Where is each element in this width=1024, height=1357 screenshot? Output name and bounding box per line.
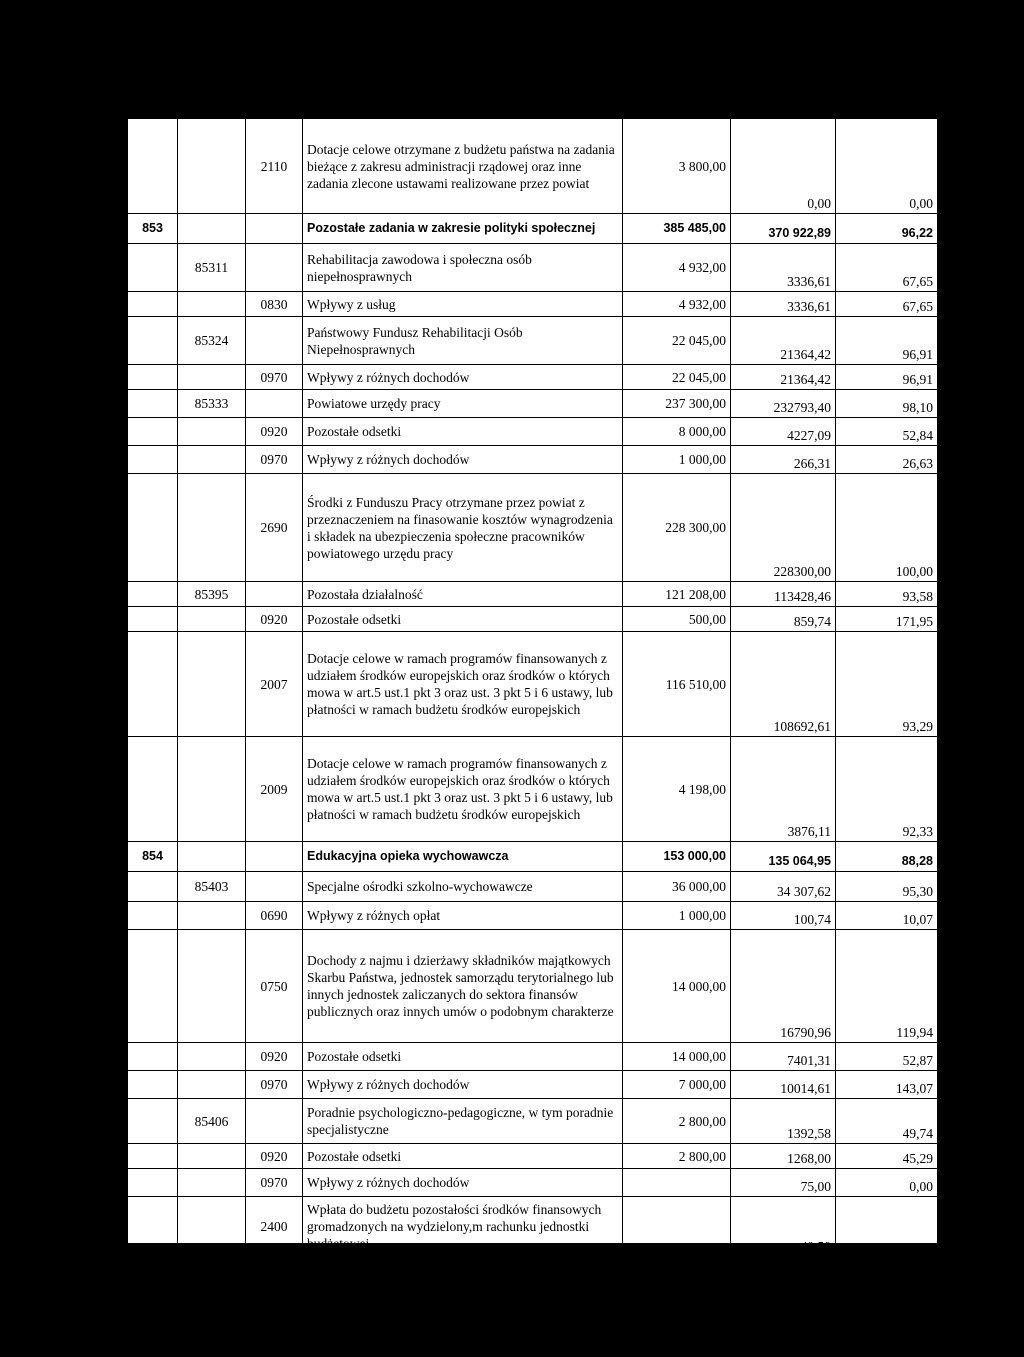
cell-plan: 116 510,00 [623, 632, 731, 737]
cell-nazwa: Dotacje celowe otrzymane z budżetu państwa na zadania bieżące z zakresu administracji rządowej oraz inne zadania zlecone ustawami realizowane przez powiat [303, 119, 623, 214]
cell-nazwa: Pozostała działalność [303, 582, 623, 607]
cell-nazwa: Dotacje celowe w ramach programów finansowanych z udziałem środków europejskich oraz środków o których mowa w art.5 ust.1 pkt 3 oraz ust. 3 pkt 5 i 6 ustawy, lub płatności w ramach budżetu środków europejskich [303, 737, 623, 842]
cell-plan: 7 000,00 [623, 1071, 731, 1099]
cell-procent [836, 1197, 938, 1257]
cell-rozdzial [178, 418, 246, 446]
cell-paragraf [246, 872, 303, 902]
cell-plan: 22 045,00 [623, 317, 731, 365]
cell-paragraf: 0690 [246, 902, 303, 930]
table-row [128, 1197, 938, 1257]
cell-plan: 121 208,00 [623, 582, 731, 607]
cell-rozdzial [178, 292, 246, 317]
cell-dzial [128, 1257, 178, 1285]
cell-paragraf [246, 1099, 303, 1144]
cell-paragraf: 0970 [246, 1169, 303, 1197]
cell-rozdzial [178, 737, 246, 842]
cell-wykonanie: 228300,00 [731, 474, 836, 582]
cell-rozdzial: 85333 [178, 390, 246, 418]
cell-wykonanie: 232793,40 [731, 390, 836, 418]
cell-nazwa: Dotacje celowe w ramach programów finansowanych z udziałem środków europejskich oraz środków o których mowa w art.5 ust.1 pkt 3 oraz ust. 3 pkt 5 i 6 ustawy, lub płatności w ramach budżetu środków europejskich [303, 632, 623, 737]
cell-rozdzial [178, 446, 246, 474]
cell-nazwa: Specjalne ośrodki szkolno-wychowawcze [303, 872, 623, 902]
cell-plan: 36 000,00 [623, 872, 731, 902]
cell-dzial [128, 365, 178, 390]
cell-wykonanie: 99 364,75 [731, 1257, 836, 1285]
cell-dzial [128, 872, 178, 902]
cell-paragraf: 2110 [246, 119, 303, 214]
cell-procent: 67,65 [836, 244, 938, 292]
table-row [128, 214, 938, 244]
table-row [128, 1071, 938, 1099]
cell-nazwa: Pozostałe zadania w zakresie polityki społecznej [303, 214, 623, 244]
cell-paragraf: 2690 [246, 474, 303, 582]
cell-rozdzial [178, 842, 246, 872]
cell-rozdzial [178, 607, 246, 632]
cell-wykonanie: 3336,61 [731, 292, 836, 317]
cell-nazwa: Pozostałe odsetki [303, 1144, 623, 1169]
cell-dzial [128, 930, 178, 1043]
cell-nazwa: Dochody z najmu i dzierżawy składników majątkowych Skarbu Państwa, jednostek samorządu terytorialnego lub innych jednostek zaliczanych do sektora finansów publicznych oraz innych umów o podobnym charakterze [303, 930, 623, 1043]
cell-procent: 95,30 [836, 872, 938, 902]
cell-paragraf [246, 842, 303, 872]
cell-paragraf: 0970 [246, 446, 303, 474]
cell-wykonanie: 1392,58 [731, 1099, 836, 1144]
cell-rozdzial [178, 365, 246, 390]
cell-procent: 67,65 [836, 292, 938, 317]
cell-plan: 3 800,00 [623, 119, 731, 214]
cell-procent: 96,22 [836, 214, 938, 244]
cell-dzial [128, 244, 178, 292]
cell-nazwa: Pozostałe odsetki [303, 418, 623, 446]
cell-paragraf: 0830 [246, 292, 303, 317]
cell-plan: 1 000,00 [623, 446, 731, 474]
cell-wykonanie: 0,00 [731, 119, 836, 214]
cell-paragraf: 2400 [246, 1197, 303, 1257]
table-row [128, 119, 938, 214]
cell-wykonanie: 108692,61 [731, 632, 836, 737]
cell-procent: 92,33 [836, 737, 938, 842]
cell-paragraf [246, 390, 303, 418]
table-row [128, 1169, 938, 1197]
cell-wykonanie: 1268,00 [731, 1144, 836, 1169]
cell-procent: 49,74 [836, 1099, 938, 1144]
cell-plan: 2 800,00 [623, 1099, 731, 1144]
cell-plan: 228 300,00 [623, 474, 731, 582]
cell-wykonanie: 370 922,89 [731, 214, 836, 244]
budget-table [127, 118, 938, 1285]
cell-paragraf: 0920 [246, 607, 303, 632]
cell-nazwa: Edukacyjna opieka wychowawcza [303, 842, 623, 872]
table-row [128, 737, 938, 842]
cell-nazwa: Wpłata do budżetu pozostałości środków finansowych gromadzonych na wydzielony,m rachunku jednostki budżetowej [303, 1197, 623, 1257]
cell-procent: 10,07 [836, 902, 938, 930]
cell-nazwa: Pozostałe odsetki [303, 607, 623, 632]
cell-paragraf [246, 582, 303, 607]
cell-rozdzial [178, 119, 246, 214]
cell-paragraf: 0750 [246, 930, 303, 1043]
cell-nazwa: Powiatowe urzędy pracy [303, 390, 623, 418]
cell-rozdzial [178, 1144, 246, 1169]
cell-plan: 385 485,00 [623, 214, 731, 244]
cell-procent: 88,28 [836, 842, 938, 872]
cell-paragraf: 0920 [246, 1144, 303, 1169]
table-row [128, 418, 938, 446]
cell-procent: 93,29 [836, 632, 938, 737]
cell-nazwa: Pozostałe odsetki [303, 1043, 623, 1071]
cell-dzial [128, 1197, 178, 1257]
cell-procent: 100,00 [836, 474, 938, 582]
cell-procent: 45,29 [836, 1144, 938, 1169]
cell-rozdzial [178, 1197, 246, 1257]
cell-wykonanie: 75,00 [731, 1169, 836, 1197]
cell-rozdzial: 85324 [178, 317, 246, 365]
document-page [127, 118, 937, 1282]
cell-plan: 4 198,00 [623, 737, 731, 842]
cell-procent: 26,63 [836, 446, 938, 474]
table-row [128, 317, 938, 365]
cell-plan: 153 000,00 [623, 842, 731, 872]
cell-procent: 93,58 [836, 582, 938, 607]
cell-rozdzial [178, 474, 246, 582]
cell-nazwa: Wpływy z różnych dochodów [303, 1071, 623, 1099]
table-row [128, 474, 938, 582]
cell-paragraf: 0970 [246, 365, 303, 390]
cell-nazwa: Wpływy z różnych opłat [303, 902, 623, 930]
cell-rozdzial: 85311 [178, 244, 246, 292]
cell-rozdzial [178, 1043, 246, 1071]
cell-nazwa: Państwowy Fundusz Rehabilitacji Osób Niepełnosprawnych [303, 317, 623, 365]
cell-rozdzial: 85410 [178, 1257, 246, 1285]
cell-dzial [128, 119, 178, 214]
cell-dzial [128, 607, 178, 632]
cell-dzial [128, 582, 178, 607]
cell-dzial [128, 1043, 178, 1071]
cell-rozdzial [178, 1169, 246, 1197]
cell-dzial [128, 632, 178, 737]
table-row [128, 872, 938, 902]
cell-dzial [128, 1169, 178, 1197]
cell-plan: 14 000,00 [623, 1043, 731, 1071]
cell-dzial [128, 390, 178, 418]
table-row [128, 607, 938, 632]
cell-dzial [128, 446, 178, 474]
cell-rozdzial [178, 1071, 246, 1099]
cell-plan: 22 045,00 [623, 365, 731, 390]
cell-paragraf: 2007 [246, 632, 303, 737]
cell-rozdzial [178, 930, 246, 1043]
table-row [128, 930, 938, 1043]
cell-paragraf [246, 244, 303, 292]
table-row [128, 244, 938, 292]
cell-dzial [128, 902, 178, 930]
cell-wykonanie: 21364,42 [731, 317, 836, 365]
cell-wykonanie: 4227,09 [731, 418, 836, 446]
cell-dzial [128, 418, 178, 446]
cell-wykonanie: 21364,42 [731, 365, 836, 390]
cell-procent: 0,00 [836, 119, 938, 214]
table-row [128, 1099, 938, 1144]
cell-paragraf [246, 1257, 303, 1285]
cell-nazwa: Internaty i bursy szkolne [303, 1257, 623, 1285]
cell-dzial [128, 1144, 178, 1169]
table-row [128, 1043, 938, 1071]
cell-procent: 96,91 [836, 317, 938, 365]
table-row [128, 390, 938, 418]
cell-rozdzial: 85406 [178, 1099, 246, 1144]
table-row [128, 1144, 938, 1169]
cell-dzial [128, 317, 178, 365]
cell-paragraf [246, 317, 303, 365]
cell-wykonanie: 16790,96 [731, 930, 836, 1043]
cell-plan: 14 000,00 [623, 930, 731, 1043]
cell-wykonanie: 3876,11 [731, 737, 836, 842]
cell-rozdzial: 85403 [178, 872, 246, 902]
cell-dzial [128, 737, 178, 842]
cell-plan [623, 1197, 731, 1257]
cell-nazwa: Poradnie psychologiczno-pedagogiczne, w tym poradnie specjalistyczne [303, 1099, 623, 1144]
cell-paragraf: 0920 [246, 418, 303, 446]
table-row [128, 292, 938, 317]
cell-wykonanie: 10014,61 [731, 1071, 836, 1099]
cell-nazwa: Wpływy z różnych dochodów [303, 446, 623, 474]
cell-paragraf: 2009 [246, 737, 303, 842]
table-row [128, 446, 938, 474]
cell-nazwa: Wpływy z różnych dochodów [303, 1169, 623, 1197]
table-row [128, 902, 938, 930]
cell-plan: 114 200,00 [623, 1257, 731, 1285]
cell-wykonanie: 7401,31 [731, 1043, 836, 1071]
cell-rozdzial [178, 632, 246, 737]
cell-wykonanie: 135 064,95 [731, 842, 836, 872]
cell-wykonanie: 113428,46 [731, 582, 836, 607]
cell-plan: 500,00 [623, 607, 731, 632]
cell-plan: 4 932,00 [623, 244, 731, 292]
cell-wykonanie: 859,74 [731, 607, 836, 632]
cell-paragraf: 0970 [246, 1071, 303, 1099]
cell-procent: 52,87 [836, 1043, 938, 1071]
cell-procent: 171,95 [836, 607, 938, 632]
cell-rozdzial: 85395 [178, 582, 246, 607]
cell-wykonanie: 266,31 [731, 446, 836, 474]
cell-nazwa: Wpływy z różnych dochodów [303, 365, 623, 390]
cell-nazwa: Rehabilitacja zawodowa i społeczna osób niepełnosprawnych [303, 244, 623, 292]
table-row [128, 632, 938, 737]
cell-procent: 96,91 [836, 365, 938, 390]
table-row [128, 365, 938, 390]
cell-plan: 237 300,00 [623, 390, 731, 418]
cell-dzial [128, 1071, 178, 1099]
cell-dzial [128, 474, 178, 582]
cell-dzial [128, 292, 178, 317]
table-row [128, 842, 938, 872]
cell-procent: 87,01 [836, 1257, 938, 1285]
cell-wykonanie: 34 307,62 [731, 872, 836, 902]
cell-nazwa: Środki z Funduszu Pracy otrzymane przez powiat z przeznaczeniem na finasowanie kosztów wynagrodzenia i składek na ubezpieczenia społeczne pracowników powiatowego urzędu pracy [303, 474, 623, 582]
cell-rozdzial [178, 214, 246, 244]
cell-wykonanie: 49,58 [731, 1197, 836, 1257]
cell-plan: 4 932,00 [623, 292, 731, 317]
cell-plan: 1 000,00 [623, 902, 731, 930]
cell-procent: 52,84 [836, 418, 938, 446]
cell-dzial: 854 [128, 842, 178, 872]
table-row [128, 1257, 938, 1285]
cell-procent: 143,07 [836, 1071, 938, 1099]
cell-procent: 98,10 [836, 390, 938, 418]
table-row [128, 582, 938, 607]
cell-procent: 0,00 [836, 1169, 938, 1197]
cell-rozdzial [178, 902, 246, 930]
cell-dzial [128, 1099, 178, 1144]
cell-paragraf [246, 214, 303, 244]
cell-plan: 8 000,00 [623, 418, 731, 446]
cell-nazwa: Wpływy z usług [303, 292, 623, 317]
cell-plan [623, 1169, 731, 1197]
cell-wykonanie: 3336,61 [731, 244, 836, 292]
cell-dzial: 853 [128, 214, 178, 244]
cell-paragraf: 0920 [246, 1043, 303, 1071]
cell-wykonanie: 100,74 [731, 902, 836, 930]
cell-procent: 119,94 [836, 930, 938, 1043]
cell-plan: 2 800,00 [623, 1144, 731, 1169]
